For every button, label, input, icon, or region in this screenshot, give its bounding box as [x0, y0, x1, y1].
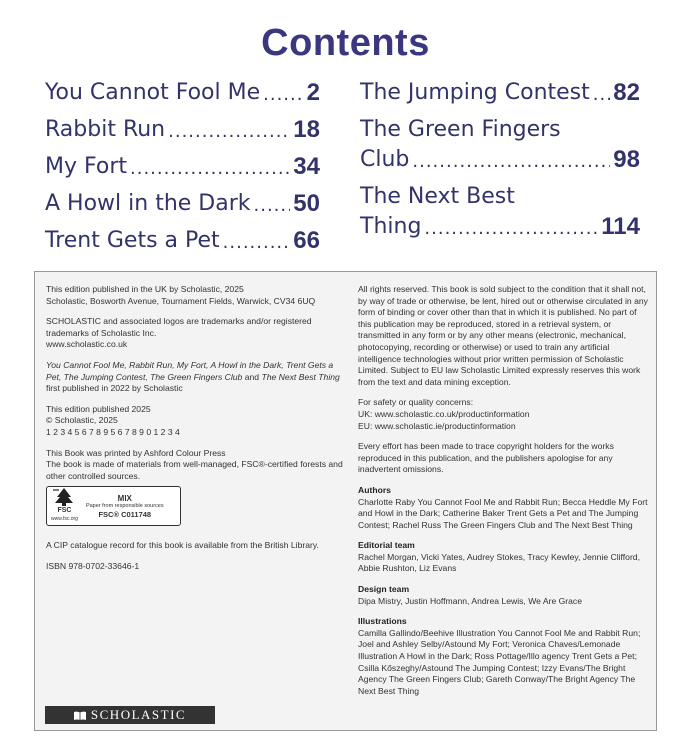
toc-entry-title-line2: Club — [360, 147, 410, 172]
toc-entry — [45, 189, 320, 219]
isbn: ISBN 978-0702-33646-1 — [46, 560, 140, 571]
publisher-address: Scholastic, Bosworth Avenue, Tournament Fields, Warwick, CV34 6UQ — [46, 295, 316, 306]
toc-entry-title: Rabbit Run — [45, 117, 166, 142]
scholastic-logo — [45, 706, 215, 724]
safety-info — [358, 397, 650, 432]
toc-leader-dots — [593, 82, 611, 108]
page-title: Contents — [261, 22, 430, 64]
toc-entry-title: You Cannot Fool Me — [45, 80, 261, 105]
toc-entry — [360, 115, 640, 175]
and-text: and — [242, 371, 262, 382]
toc-entry-line2 — [360, 145, 640, 175]
fsc-mark — [51, 487, 78, 526]
print-line: 1 2 3 4 5 6 7 8 9 5 6 7 8 9 0 1 2 3 4 — [46, 426, 180, 437]
toc-entry-title: My Fort — [45, 154, 127, 179]
authors-list: Charlotte Raby You Cannot Fool Me and Rabbit Run; Becca Heddle My Fort and Howl in the Dark; Catherine Baker Trent Gets a Pet and The Jumping Contest; Rachel Russ The Green Fingers Club and The Next Best Thing — [358, 496, 648, 530]
toc-left-column — [45, 78, 320, 263]
trademark-text: SCHOLASTIC and associated logos are trademarks and/or registered trademarks of Scholastic Inc. — [46, 316, 312, 338]
cip-record: A CIP catalogue record for this book is available from the British Library. — [46, 540, 319, 551]
toc-leader-dots — [130, 156, 290, 182]
rights-reserved: All rights reserved. This book is sold subject to the condition that it shall not, by way of trade or otherwise, be lent, hired out or otherwise circulated in any form of binding or cover other than that in which it is published. No part of this publication may be reproduced, stored in a retrieval system, or transmitted in any form or by any other means (electronic, mechanical, photocopying, recording or otherwise) or used to train any artificial intelligence technologies without prior written permission of Scholastic Limited. Subject to EU law Scholastic Limited expressly reserves this work from the text and data mining exception. — [358, 284, 648, 387]
toc-entry-title: The Jumping Contest — [360, 80, 590, 105]
toc-leader-dots — [254, 193, 291, 219]
illustrations-heading: Illustrations — [358, 616, 407, 627]
toc-entry — [360, 182, 640, 242]
fsc-mix: MIX — [117, 494, 132, 504]
first-published-info — [46, 360, 346, 395]
toc-entry-page: 34 — [293, 153, 320, 180]
design-list: Dipa Mistry, Justin Hoffmann, Andrea Lewis, We Are Grace — [358, 595, 583, 606]
toc-leader-dots — [412, 149, 610, 175]
titles-list-last: The Next Best Thing — [261, 371, 340, 382]
first-published-text: first published in 2022 by Scholastic — [46, 383, 183, 394]
toc-entry-page: 66 — [293, 227, 320, 254]
toc-entry-page: 50 — [293, 190, 320, 217]
toc-entry — [45, 115, 320, 145]
toc-entry-page: 114 — [601, 213, 640, 240]
toc-entry-title-line1: The Green Fingers — [360, 117, 561, 142]
titles-list: You Cannot Fool Me, Rabbit Run, My Fort, A Howl in the Dark, Trent Gets a Pet, The Jumping Contest, The Green Fingers Club — [46, 359, 334, 382]
materials-line: The book is made of materials from well-managed, FSC®-certified forests and other controlled sources. — [46, 459, 343, 481]
fsc-tree-icon — [51, 487, 77, 507]
fsc-paper-text: Paper from responsible sources — [85, 503, 164, 510]
toc-entry — [360, 78, 640, 108]
fsc-text — [86, 494, 164, 519]
toc-entry — [45, 152, 320, 182]
fsc-website: www.fsc.org — [51, 516, 78, 523]
publisher-website: www.scholastic.co.uk — [46, 339, 128, 350]
toc-entry-page: 98 — [613, 146, 640, 173]
toc-right-column — [360, 78, 640, 249]
edition-info — [46, 404, 346, 439]
toc-entry-line2 — [360, 212, 640, 242]
safety-heading: For safety or quality concerns: — [358, 397, 474, 408]
publication-info — [46, 284, 346, 307]
fsc-logo-box — [46, 486, 181, 526]
book-icon — [74, 711, 86, 720]
toc-entry — [45, 226, 320, 256]
logo-text: SCHOLASTIC — [90, 707, 187, 722]
toc-entry-title: A Howl in the Dark — [45, 191, 251, 216]
copyright-holders-note: Every effort has been made to trace copyright holders for the works reproduced in this publication, and the publishers apologise for any inadvertent omissions. — [358, 441, 614, 475]
toc-leader-dots — [168, 119, 290, 145]
editorial-heading: Editorial team — [358, 540, 415, 551]
illustrations-list: Camilla Gallindo/Beehive Illustration You Cannot Fool Me and Rabbit Run; Joel and Ashley Selby/Astound My Fort; Veronica Chaves/Lemonade Illustration A Howl in the Dark; Ross Pottage/Illo agency Trent Gets a Pet; Csilla Kőszeghy/Astound The Jumping Contest; Izzy Evans/The Bright Agency The Green Fingers Club; Gareth Conway/The Bright Agency The Next Best Thing — [358, 627, 641, 696]
fsc-code: FSC® C011748 — [98, 509, 152, 519]
safety-uk: UK: www.scholastic.co.uk/productinformation — [358, 408, 530, 419]
publication-line: This edition published in the UK by Scholastic, 2025 — [46, 284, 244, 294]
imprint-box — [34, 271, 657, 731]
toc-leader-dots — [424, 216, 598, 242]
imprint-left-column — [46, 284, 346, 582]
safety-eu: EU: www.scholastic.ie/productinformation — [358, 420, 516, 431]
copyright-line: © Scholastic, 2025 — [46, 415, 118, 426]
imprint-right-column — [358, 284, 650, 706]
trademark-info — [46, 316, 346, 351]
editorial-list: Rachel Morgan, Vicki Yates, Audrey Stokes, Tracy Kewley, Jennie Clifford, Abbie Rushton, Liz Evans — [358, 551, 640, 574]
fsc-label: FSC — [57, 507, 72, 515]
toc-entry-page: 18 — [293, 116, 320, 143]
toc-entry-page: 2 — [306, 79, 320, 106]
toc-entry-title: Trent Gets a Pet — [45, 228, 220, 253]
edition-line: This edition published 2025 — [46, 403, 151, 414]
toc-entry-title-line2: Thing — [360, 214, 422, 239]
printer-info — [46, 448, 346, 483]
printer-line: This Book was printed by Ashford Colour Press — [46, 447, 226, 458]
toc-entry-title-line1: The Next Best — [360, 184, 515, 209]
authors-heading: Authors — [358, 484, 391, 495]
design-heading: Design team — [358, 584, 410, 595]
toc-leader-dots — [263, 82, 304, 108]
toc-leader-dots — [223, 230, 291, 256]
toc-entry-page: 82 — [613, 79, 640, 106]
toc-entry — [45, 78, 320, 108]
